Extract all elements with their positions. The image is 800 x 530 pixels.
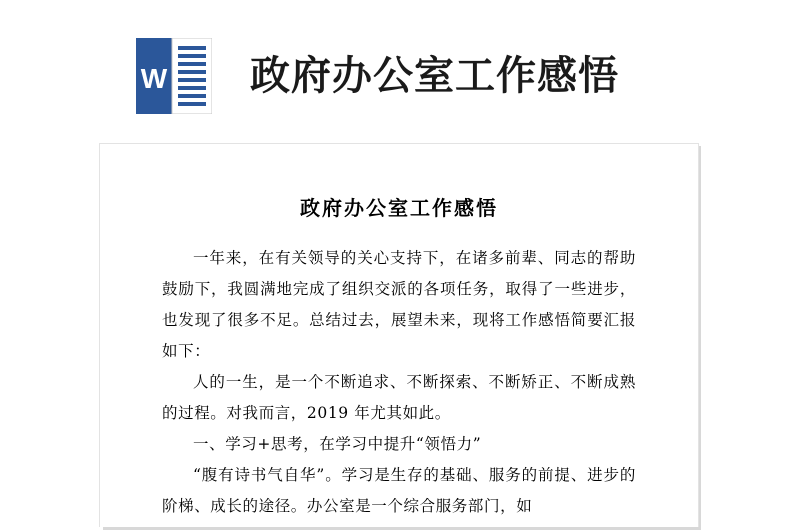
- document-paragraph: 人的一生，是一个不断追求、不断探索、不断矫正、不断成熟的过程。对我而言，2019 年尤其如此。: [162, 373, 636, 422]
- document-title: 政府办公室工作感悟: [300, 196, 498, 220]
- word-document-icon: [136, 38, 212, 114]
- document-paragraph: 一年来，在有关领导的关心支持下，在诸多前辈、同志的帮助鼓励下，我圆满地完成了组织交派的各项任务，取得了一些进步，也发现了很多不足。总结过去，展望未来，现将工作感悟简要汇报如下：: [162, 249, 636, 360]
- document-body: [162, 221, 636, 522]
- page-title: 政府办公室工作感悟: [250, 53, 619, 99]
- document-content: [100, 144, 698, 522]
- document-paragraph: 一、学习+思考，在学习中提升“领悟力”: [193, 435, 482, 453]
- page-header: [0, 0, 800, 143]
- document-paragraph: “腹有诗书气自华”。学习是生存的基础、服务的前提、进步的阶梯、成长的途径。办公室是一个综合服务部门，如: [162, 466, 636, 515]
- word-icon-letter: W: [140, 63, 168, 94]
- document-sheet[interactable]: [99, 143, 699, 527]
